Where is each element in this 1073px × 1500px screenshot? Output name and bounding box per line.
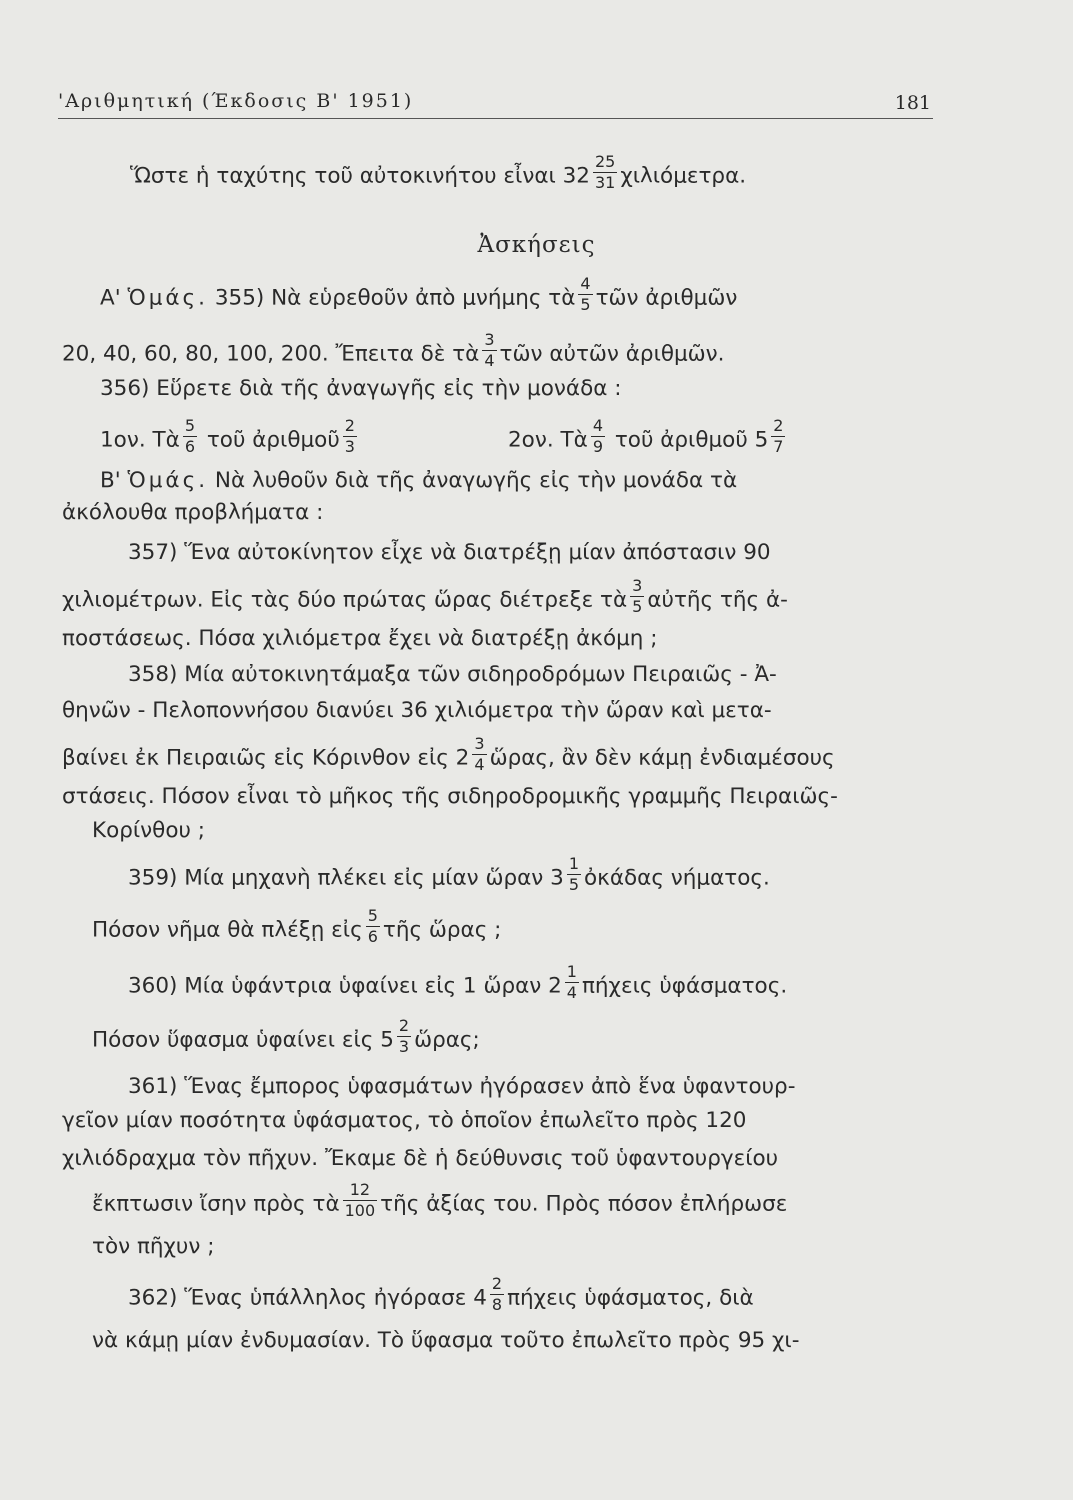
numerator: 5	[367, 906, 378, 925]
numerator: 1	[568, 854, 580, 873]
text-line	[128, 854, 770, 897]
denominator: 5	[632, 597, 643, 616]
denominator: 3	[344, 437, 355, 456]
fraction	[565, 964, 579, 1001]
text-run: τῆς ὥρας ;	[382, 917, 502, 943]
text-run: τῆς ἀξίας του. Πρὸς πόσον ἐπλήρωσε	[380, 1191, 788, 1217]
text-line: 358) Μία αὐτοκινητάμαξα τῶν σιδηροδρόμων Πειραιῶς - Ἀ-	[128, 662, 777, 687]
text-line	[62, 576, 788, 619]
text-line: ποστάσεως. Πόσα χιλιόμετρα ἔχει νὰ διατρέξῃ ἀκόμη ;	[62, 626, 658, 651]
text-run: χιλιόμετρα.	[620, 163, 747, 189]
fraction	[771, 418, 785, 455]
text-line: ἀκόλουθα προβλήματα :	[62, 500, 324, 525]
fraction	[567, 856, 581, 893]
group-label: Ὁμάς.	[127, 468, 209, 493]
denominator: 7	[773, 437, 784, 456]
text-line	[128, 962, 788, 1005]
numerator: 25	[594, 152, 616, 171]
denominator: 3	[398, 1037, 410, 1056]
fraction	[591, 418, 605, 455]
fraction	[482, 332, 496, 369]
denominator: 4	[566, 983, 577, 1002]
text-line: νὰ κάμῃ μίαν ἐνδυμασίαν. Τὸ ὕφασμα τοῦτο ἐπωλεῖτο πρὸς 95 χι-	[92, 1328, 800, 1353]
text-line	[128, 1274, 754, 1317]
fraction	[472, 736, 486, 773]
denominator: 9	[592, 437, 604, 456]
text-run: πήχεις ὑφάσματος, διὰ	[507, 1285, 754, 1311]
denominator: 4	[484, 351, 495, 370]
text-run: ὥρας;	[414, 1027, 480, 1053]
text-line	[100, 274, 738, 317]
denominator: 100	[344, 1201, 376, 1220]
text-line: τὸν πῆχυν ;	[92, 1234, 215, 1259]
numerator: 3	[632, 576, 643, 595]
text-run: βαίνει ἐκ Πειραιῶς εἰς Κόρινθον εἰς 2	[62, 745, 470, 771]
text-run: ὀκάδας νήματος.	[584, 865, 770, 891]
fraction	[578, 276, 592, 313]
text-run: Πόσον ὕφασμα ὑφαίνει εἰς 5	[92, 1027, 394, 1053]
numerator: 2	[344, 416, 355, 435]
fraction	[630, 578, 644, 615]
denominator: 5	[580, 295, 591, 314]
fraction	[343, 418, 357, 455]
text-line: 361) Ἕνας ἔμπορος ὑφασμάτων ἠγόρασεν ἀπὸ ἕνα ὑφαντουρ-	[128, 1074, 796, 1099]
text-run: Α'	[100, 285, 128, 311]
text-line	[92, 906, 502, 949]
numerator: 3	[474, 734, 485, 753]
fraction	[183, 418, 197, 455]
numerator: 2	[773, 416, 784, 435]
denominator: 8	[491, 1295, 503, 1314]
exercises-heading: Ἀσκήσεις	[477, 232, 596, 258]
denominator: 31	[594, 173, 616, 192]
denominator: 4	[474, 755, 485, 774]
numerator: 5	[184, 416, 196, 435]
text-line: Κορίνθου ;	[92, 818, 206, 843]
text-run: πήχεις ὑφάσματος.	[581, 973, 788, 999]
text-line: 356) Εὕρετε διὰ τῆς ἀναγωγῆς εἰς τὴν μονάδα :	[100, 376, 622, 401]
text-line: γεῖον μίαν ποσότητα ὑφάσματος, τὸ ὁποῖον ἐπωλεῖτο πρὸς 120	[62, 1108, 747, 1133]
text-run: χιλιομέτρων. Εἰς τὰς δύο πρώτας ὥρας διέτρεξε τὰ	[62, 587, 628, 613]
numerator: 1	[566, 962, 577, 981]
text-run: 20, 40, 60, 80, 100, 200. Ἔπειτα δὲ τὰ	[62, 341, 480, 367]
text-line	[62, 734, 835, 777]
text-run: τοῦ ἀριθμοῦ 5	[614, 427, 769, 453]
fraction	[593, 154, 617, 191]
text-line: θηνῶν - Πελοποννήσου διανύει 36 χιλιόμετρα τὴν ὥραν καὶ μετα-	[62, 698, 772, 723]
text-line: στάσεις. Πόσον εἶναι τὸ μῆκος τῆς σιδηροδρομικῆς γραμμῆς Πειραιῶς-	[62, 784, 838, 809]
text-run: αὐτῆς τῆς ἀ-	[647, 587, 788, 613]
text-line	[92, 1016, 480, 1059]
numerator: 12	[349, 1180, 371, 1199]
denominator: 6	[367, 927, 378, 946]
text-run: 355) Νὰ εὑρεθοῦν ἀπὸ μνήμης τὰ	[208, 285, 576, 311]
numerator: 2	[491, 1274, 503, 1293]
fraction	[343, 1182, 378, 1219]
text-run: 1ον. Τὰ	[100, 427, 180, 453]
text-line	[100, 470, 737, 492]
text-line: 357) Ἕνα αὐτοκίνητον εἶχε νὰ διατρέξῃ μίαν ἀπόστασιν 90	[128, 540, 771, 565]
group-label: Ὁμάς.	[127, 285, 208, 311]
page-header	[58, 88, 933, 119]
numerator: 4	[580, 274, 591, 293]
denominator: 5	[568, 875, 580, 894]
text-line	[508, 416, 788, 459]
denominator: 6	[184, 437, 196, 456]
numerator: 3	[484, 330, 495, 349]
fraction	[397, 1018, 411, 1055]
numerator: 2	[398, 1016, 410, 1035]
text-run: 360) Μία ὑφάντρια ὑφαίνει εἰς 1 ὥραν 2	[128, 973, 562, 999]
text-run: Πόσον νῆμα θὰ πλέξῃ εἰς	[92, 917, 363, 943]
text-run: Β'	[100, 468, 128, 493]
page-number: 181	[894, 92, 931, 114]
text-run: Νὰ λυθοῦν διὰ τῆς ἀναγωγῆς εἰς τὴν μονάδα τὰ	[208, 468, 738, 493]
text-line: χιλιόδραχμα τὸν πῆχυν. Ἔκαμε δὲ ἡ δεύθυνσις τοῦ ὑφαντουργείου	[62, 1146, 779, 1171]
text-line	[62, 330, 725, 373]
running-title: 'Αριθμητική (Έκδοσις Β' 1951)	[58, 90, 414, 112]
numerator: 4	[592, 416, 604, 435]
text-run: Ὥστε ἡ ταχύτης τοῦ αὐτοκινήτου εἶναι 32	[130, 163, 590, 189]
text-run: 2ον. Τὰ	[508, 427, 588, 453]
text-run: ὥρας, ἂν δὲν κάμῃ ἐνδιαμέσους	[489, 745, 835, 771]
text-line	[92, 1180, 788, 1223]
text-run: 362) Ἕνας ὑπάλληλος ἠγόρασε 4	[128, 1285, 487, 1311]
text-run: τῶν αὐτῶν ἀριθμῶν.	[499, 341, 725, 367]
text-line	[100, 416, 360, 459]
fraction	[366, 908, 380, 945]
text-run: ἔκπτωσιν ἴσην πρὸς τὰ	[92, 1191, 340, 1217]
text-line	[130, 152, 747, 195]
text-run: τῶν ἀριθμῶν	[595, 285, 738, 311]
text-run: τοῦ ἀριθμοῦ	[206, 427, 340, 453]
text-run: 359) Μία μηχανὴ πλέκει εἰς μίαν ὥραν 3	[128, 865, 564, 891]
fraction	[490, 1276, 504, 1313]
